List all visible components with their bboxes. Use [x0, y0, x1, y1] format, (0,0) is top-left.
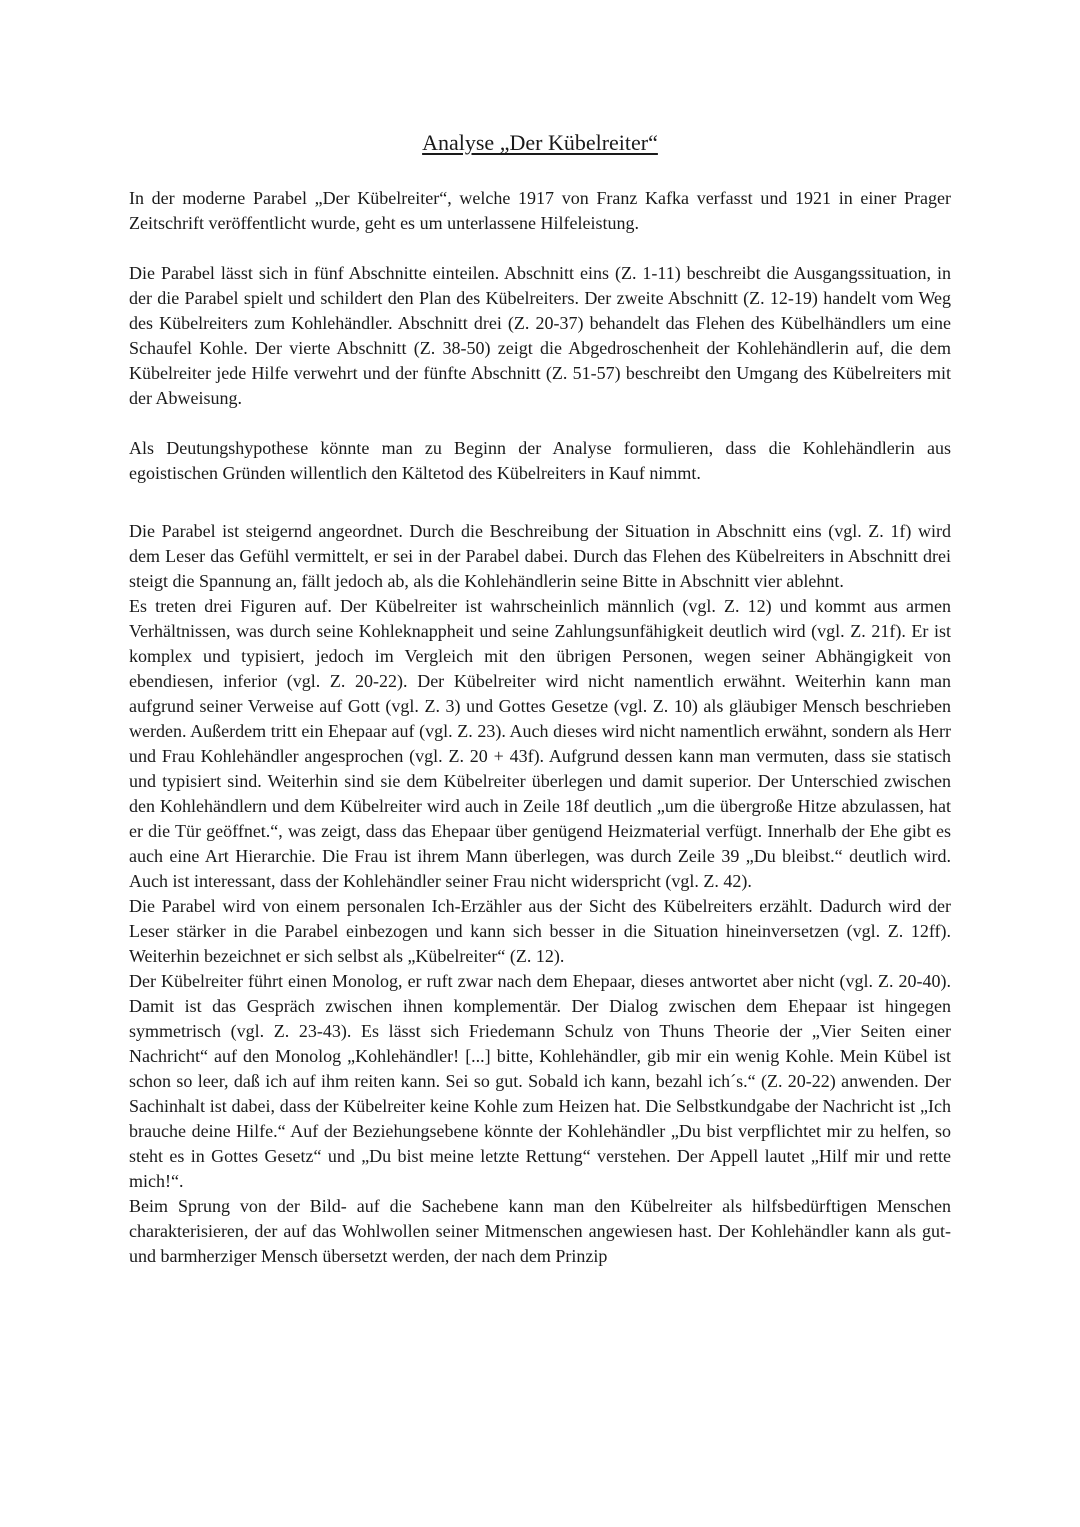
document-page: [129, 128, 951, 1269]
paragraph-narrator: Die Parabel wird von einem personalen Ich-Erzähler aus der Sicht des Kübelreiters erzählt. Dadurch wird der Leser stärker in die Parabel einbezogen und kann sich besser in die Situation hineinversetzen (vgl. Z. 12ff). Weiterhin bezeichnet er sich selbst als „Kübelreiter“ (Z. 12).: [129, 896, 951, 966]
paragraph-monologue: Der Kübelreiter führt einen Monolog, er ruft zwar nach dem Ehepaar, dieses antwortet aber nicht (vgl. Z. 20-40). Damit ist das Gespräch zwischen ihnen komplementär. Der Dialog zwischen dem Ehepaar ist hingegen symmetrisch (vgl. Z. 23-43). Es lässt sich Friedemann Schulz von Thuns Theorie der „Vier Seiten einer Nachricht“ auf den Monolog „Kohlehändler! [...] bitte, Kohlehändler, gib mir ein wenig Kohle. Mein Kübel ist schon so leer, daß ich auf ihm reiten kann. Sei so gut. Sobald ich kann, bezahl ich´s.“ (Z. 20-22) anwenden. Der Sachinhalt ist dabei, dass der Kübelreiter keine Kohle zum Heizen hat. Die Selbstkundgabe der Nachricht ist „Ich brauche deine Hilfe.“ Auf der Beziehungsebene könnte der Kohlehändler „Du bist verpflichtet mir zu helfen, so steht es in Gottes Gesetz“ und „Du bist meine letzte Rettung“ verstehen. Der Appell lautet „Hilf mir und rette mich!“.: [129, 971, 951, 1191]
paragraph-characters: Es treten drei Figuren auf. Der Kübelreiter ist wahrscheinlich männlich (vgl. Z. 12) und kommt aus armen Verhältnissen, was durch seine Kohleknappheit und seine Zahlungsunfähigkeit deutlich wird (vgl. Z. 21f). Er ist komplex und typisiert, jedoch im Vergleich mit den übrigen Personen, wegen seiner Abhängigkeit von ebendiesen, inferior (vgl. Z. 20-22). Der Kübelreiter wird nicht namentlich erwähnt. Weiterhin kann man aufgrund seiner Verweise auf Gott (vgl. Z. 3) und Gottes Gesetze (vgl. Z. 10) als gläubiger Mensch beschrieben werden. Außerdem tritt ein Ehepaar auf (vgl. Z. 23). Auch dieses wird nicht namentlich erwähnt, sondern als Herr und Frau Kohlehändler angesprochen (vgl. Z. 20 + 43f). Aufgrund dessen kann man vermuten, dass sie statisch und typisiert sind. Weiterhin sind sie dem Kübelreiter überlegen und damit superior. Der Unterschied zwischen den Kohlehändlern und dem Kübelreiter wird auch in Zeile 18f deutlich „um die übergroße Hitze abzulassen, hat er die Tür geöffnet.“, was zeigt, dass das Ehepaar über genügend Heizmaterial verfügt. Innerhalb der Ehe gibt es auch eine Art Hierarchie. Die Frau ist ihrem Mann überlegen, was durch Zeile 39 „Du bleibst.“ deutlich wird. Auch ist interessant, dass der Kohlehändler seiner Frau nicht widerspricht (vgl. Z. 42).: [129, 596, 951, 891]
paragraph-arrangement: Die Parabel ist steigernd angeordnet. Durch die Beschreibung der Situation in Abschnitt eins (vgl. Z. 1f) wird dem Leser das Gefühl vermittelt, er sei in der Parabel dabei. Durch das Flehen des Kübelreiters in Abschnitt drei steigt die Spannung an, fällt jedoch ab, als die Kohlehändlerin seine Bitte in Abschnitt vier ablehnt.: [129, 521, 951, 591]
paragraph-structure: Die Parabel lässt sich in fünf Abschnitte einteilen. Abschnitt eins (Z. 1-11) beschreibt die Ausgangssituation, in der die Parabel spielt und schildert den Plan des Kübelreiters. Der zweite Abschnitt (Z. 12-19) handelt vom Weg des Kübelreiters zum Kohlehändler. Abschnitt drei (Z. 20-37) behandelt das Flehen des Kübelhändlers um eine Schaufel Kohle. Der vierte Abschnitt (Z. 38-50) zeigt die Abgedroschenheit der Kohlehändlerin auf, die dem Kübelreiter jede Hilfe verwehrt und der fünfte Abschnitt (Z. 51-57) beschreibt den Umgang des Kübelreiters mit der Abweisung.: [129, 263, 951, 408]
paragraph-interpretation: Beim Sprung von der Bild- auf die Sachebene kann man den Kübelreiter als hilfsbedürftigen Menschen charakterisieren, der auf das Wohlwollen seiner Mitmenschen angewiesen hast. Der Kohlehändler kann als gut- und barmherziger Mensch übersetzt werden, der nach dem Prinzip: [129, 1196, 951, 1266]
document-title: Analyse „Der Kübelreiter“: [422, 130, 658, 155]
paragraph-hypothesis: Als Deutungshypothese könnte man zu Beginn der Analyse formulieren, dass die Kohlehändlerin aus egoistischen Gründen willentlich den Kältetod des Kübelreiters in Kauf nimmt.: [129, 438, 951, 483]
paragraph-introduction: In der moderne Parabel „Der Kübelreiter“, welche 1917 von Franz Kafka verfasst und 1921 in einer Prager Zeitschrift veröffentlicht wurde, geht es um unterlassene Hilfeleistung.: [129, 188, 951, 233]
